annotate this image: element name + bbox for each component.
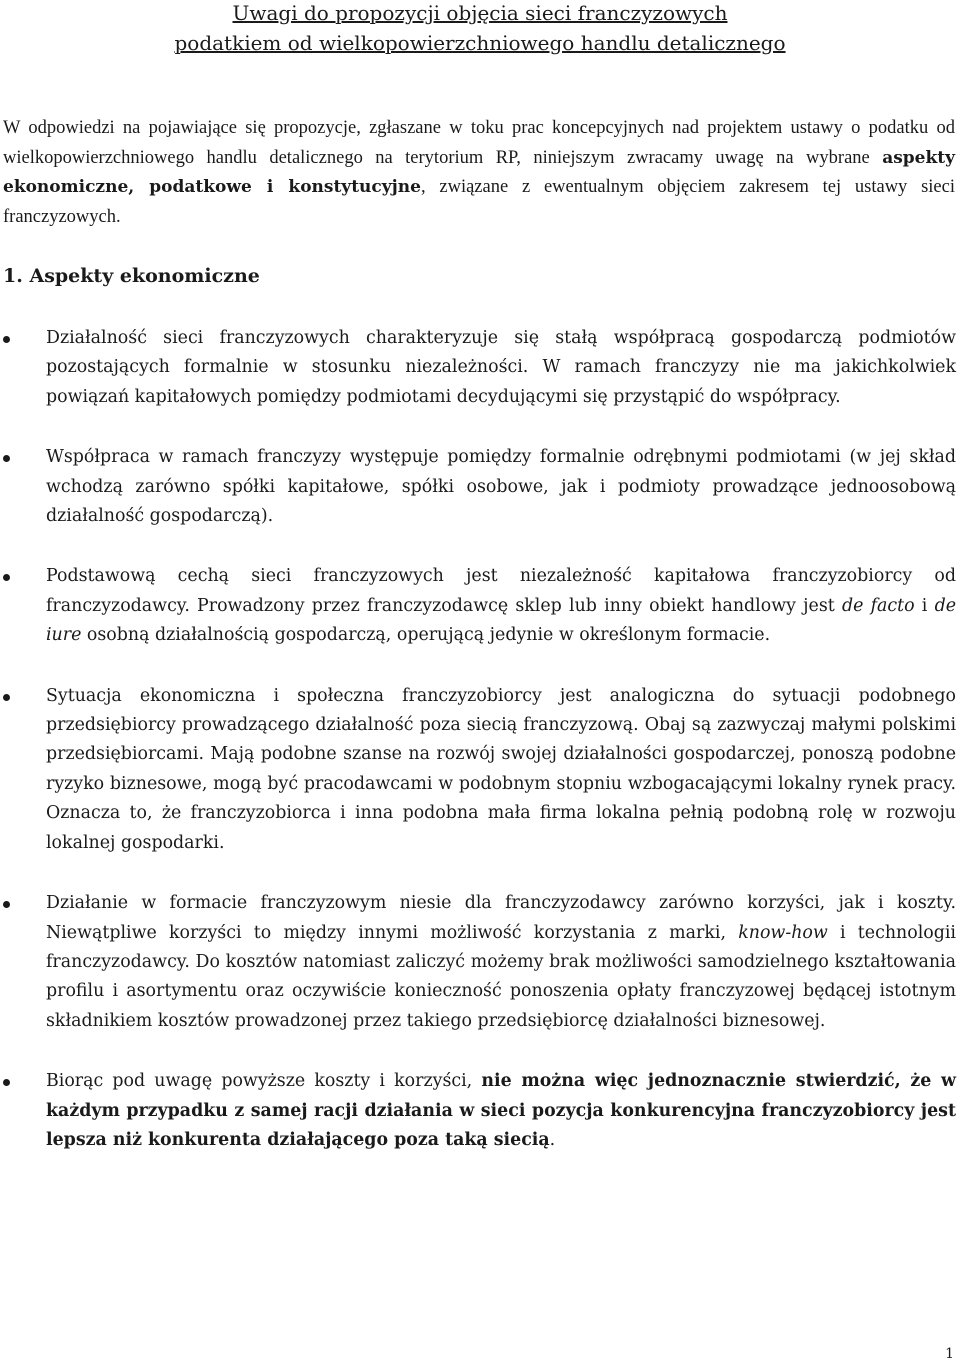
page-number: 1: [945, 1346, 954, 1362]
bullet-6-text-start: Biorąc pod uwagę powyższe koszty i korzyści,: [46, 1071, 482, 1092]
bullet-text-4: Sytuacja ekonomiczna i społeczna franczyzobiorcy jest analogiczna do sytuacji podobnego przedsiębiorcy prowadzącego działalność poza siecią franczyzową. Obaj są zazwyczaj małymi polskimi przedsiębiorcami. Mają podobne szanse na rozwój swojej działalności gospodarczej, ponoszą podobne ryzyko biznesowe, mogą być pracodawcami w podobnym stopniu wzbogacającymi lokalny rynek pracy. Oznacza to, że franczyzobiorca i inna podobna mała firma lokalna pełnią podobną rolę w rozwoju lokalnej gospodarki.: [46, 685, 956, 853]
bullet-item-5: [0, 889, 956, 1036]
bullet-text-3: [46, 562, 956, 650]
bullet-5-italic-know-how: know-how: [738, 922, 828, 943]
bullet-item-6: [0, 1067, 956, 1155]
bullet-dot-icon: [3, 694, 10, 701]
bullet-3-text-end: osobną działalnością gospodarczą, operującą jedynie w określonym formacie.: [81, 625, 771, 646]
bullet-text-6: [46, 1067, 956, 1155]
bullet-dot-icon: [3, 1079, 10, 1086]
intro-text-end: , związane z ewentualnym objęciem zakresem tej ustawy sieci franczyzowych.: [3, 177, 955, 227]
bullet-list: [0, 324, 960, 1186]
bullet-3-italic-de-iure: de iure: [46, 595, 956, 646]
bullet-6-text-end: .: [549, 1129, 556, 1150]
bullet-dot-icon: [3, 574, 10, 581]
bullet-text-5: [46, 889, 956, 1036]
document-title-line-1: Uwagi do propozycji objęcia sieci franczyzowych: [232, 1, 728, 25]
intro-paragraph: [3, 114, 955, 232]
section-heading-economic: 1. Aspekty ekonomiczne: [3, 265, 260, 287]
bullet-item-4: [0, 682, 956, 858]
bullet-dot-icon: [3, 336, 10, 343]
bullet-3-text-mid: i: [914, 595, 935, 616]
bullet-dot-icon: [3, 455, 10, 462]
bullet-item-3: [0, 562, 956, 650]
intro-text-start: W odpowiedzi na pojawiające się propozycje, zgłaszane w toku prac koncepcyjnych nad projektem ustawy o podatku od wielkopowierzchniowego handlu detalicznego na terytorium RP, niniejszym zwracamy uwagę na wybrane: [3, 118, 955, 168]
bullet-item-2: [0, 443, 956, 531]
bullet-text-2: Współpraca w ramach franczyzy występuje pomiędzy formalnie odrębnymi podmiotami (w jej skład wchodzą zarówno spółki kapitałowe, spółki osobowe, jak i podmioty prowadzące jednoosobową działalność gospodarczą).: [46, 447, 956, 527]
bullet-5-text-start: Działanie w formacie franczyzowym niesie dla franczyzodawcy zarówno korzyści, jak i koszty. Niewątpliwe korzyści to między innymi możliwość korzystania z marki,: [46, 893, 956, 943]
bullet-dot-icon: [3, 901, 10, 908]
bullet-3-text-start: Podstawową cechą sieci franczyzowych jest niezależność kapitałowa franczyzobiorcy od franczyzodawcy. Prowadzony przez franczyzodawcę sklep lub inny obiekt handlowy jest: [46, 566, 956, 616]
bullet-6-bold-conclusion: nie można więc jednoznacznie stwierdzić, że w każdym przypadku z samej racji działania w sieci pozycja konkurencyjna franczyzobiorcy jest lepsza niż konkurenta działającego poza taką siecią: [46, 1071, 956, 1150]
document-title-line-2: podatkiem od wielkopowierzchniowego handlu detalicznego: [174, 31, 786, 55]
bullet-item-1: [0, 324, 956, 412]
bullet-5-text-end: i technologii franczyzodawcy. Do kosztów natomiast zaliczyć możemy brak możliwości samodzielnego kształtowania profilu i asortymentu oraz oczywiście konieczność ponoszenia opłaty franczyzowej będącej istotnym składnikiem kosztów prowadzonej przez takiego przedsiębiorcę działalności biznesowej.: [46, 922, 956, 1031]
bullet-text-1: Działalność sieci franczyzowych charakteryzuje się stałą współpracą gospodarczą podmiotów pozostających formalnie w stosunku niezależności. W ramach franczyzy nie ma jakichkolwiek powiązań kapitałowych pomiędzy podmiotami decydującymi się przystąpić do współpracy.: [46, 328, 956, 407]
bullet-3-italic-de-facto: de facto: [841, 595, 915, 616]
intro-bold-aspects: aspekty ekonomiczne, podatkowe i konstytucyjne: [3, 147, 955, 197]
